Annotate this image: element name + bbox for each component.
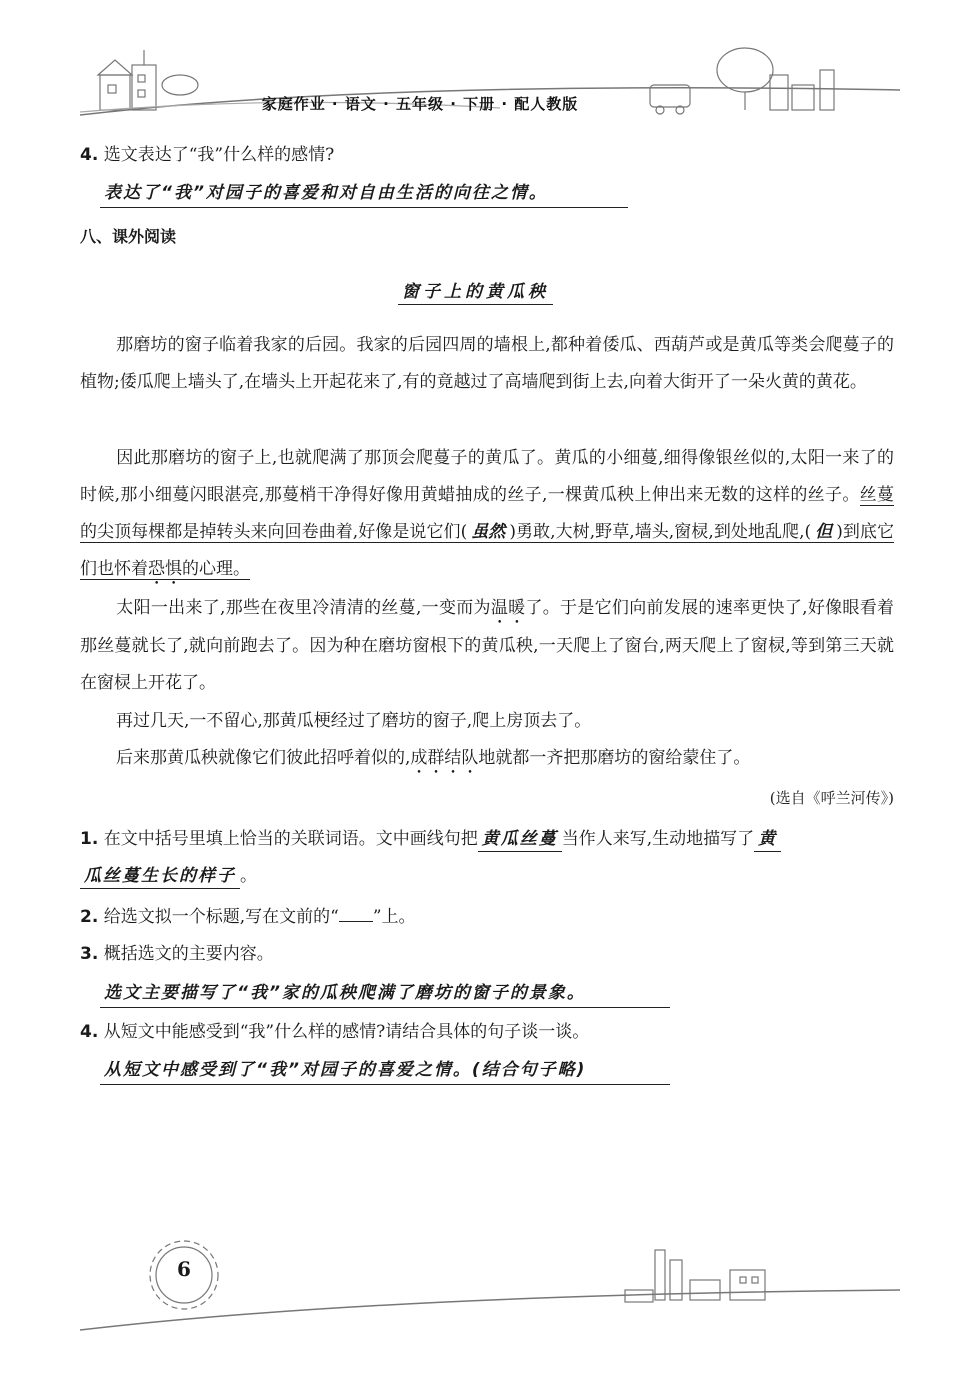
question-text: 选文表达了“我”什么样的感情?	[103, 145, 335, 165]
title-blank	[339, 907, 373, 922]
dotted-word: 恐惧	[148, 559, 182, 579]
passage-paragraph-1: 那磨坊的窗子临着我家的后园。我家的后园四周的墙根上,都种着倭瓜、西葫芦或是黄瓜等类会爬蔓子的植物;倭瓜爬上墙头了,在墙头上开起花来了,有的竟越过了高墙爬到街上去,向着大街开了一朵火黄的黄花。	[80, 335, 894, 392]
page-number: 6	[177, 1257, 191, 1281]
passage-paragraph-5: 后来那黄瓜秧就像它们彼此招呼着似的,成群结队地就都一齐把那磨坊的窗给蒙住了。	[116, 748, 751, 768]
passage-paragraph-2: 因此那磨坊的窗子上,也就爬满了那顶会爬蔓子的黄瓜了。黄瓜的小细蔓,细得像银丝似的,太阳一来了的时候,那小细蔓闪眼湛亮,那蔓梢干净得好像用黄蜡抽成的丝子,一棵黄瓜秧上伸出来无数的这样的丝子。丝蔓的尖顶每棵都是掉转头来向回卷曲着,好像是说它们( 虽然 )勇敢,大树,野草,墙头,窗棂,到处地乱爬,( 但 )到底它们也怀着恐惧的心理。	[80, 448, 895, 579]
answer-1a: 黄瓜丝蔓	[478, 829, 562, 852]
fill-answer-1: 虽然	[471, 522, 506, 542]
question-number: 4.	[80, 145, 99, 165]
question-4: 4. 从短文中能感受到“我”什么样的感情?请结合具体的句子谈一谈。	[80, 1022, 590, 1042]
question-1-cont: 瓜丝蔓生长的样子 。	[80, 864, 257, 888]
answer-1b-end: 瓜丝蔓生长的样子	[80, 866, 240, 889]
prev-question-4	[80, 143, 334, 167]
dotted-word: 温暖	[490, 598, 526, 618]
passage-paragraph-4: 再过几天,一不留心,那黄瓜梗经过了磨坊的窗子,爬上房顶去了。	[116, 711, 592, 731]
section-heading: 八、课外阅读	[80, 227, 177, 246]
prev-answer-4: 表达了“我”对园子的喜爱和对自由生活的向往之情。	[100, 181, 628, 208]
question-3: 3. 概括选文的主要内容。	[80, 944, 274, 964]
footer-decoration	[80, 1235, 900, 1335]
dotted-word: 成群结队	[410, 748, 479, 768]
passage-paragraph-3: 太阳一出来了,那些在夜里冷清清的丝蔓,一变而为温暖了。于是它们向前发展的速率更快了,好像眼看着那丝蔓就长了,就向前跑去了。因为种在磨坊窗根下的黄瓜秧,一天爬上了窗台,两天爬上了窗棂,等到第三天就在窗棂上开花了。	[80, 598, 894, 693]
question-1: 1. 在文中括号里填上恰当的关联词语。文中画线句把 黄瓜丝蔓 当作人来写,生动地描写了 黄	[80, 827, 781, 851]
fill-answer-2: 但	[815, 522, 833, 542]
question-2: 2. 给选文拟一个标题,写在文前的“ ”上。	[80, 907, 416, 927]
header-title: 家庭作业 · 语文 · 五年级 · 下册 · 配人教版	[261, 95, 579, 113]
answer-4: 从短文中感受到了“我”对园子的喜爱之情。(结合句子略)	[100, 1058, 670, 1085]
passage-source: (选自《呼兰河传》)	[769, 789, 894, 807]
answer-1b-start: 黄	[754, 829, 781, 852]
answer-3: 选文主要描写了“我”家的瓜秧爬满了磨坊的窗子的景象。	[100, 981, 670, 1008]
underlined-sentence: 丝蔓的尖顶每棵都是掉转头来向回卷曲着,好像是说它们( 虽然 )勇敢,大树,野草,墙头,窗棂,到处地乱爬,( 但 )到底它们也怀着恐惧的心理。	[80, 485, 895, 579]
passage-title: 窗子上的黄瓜秧	[398, 277, 553, 305]
